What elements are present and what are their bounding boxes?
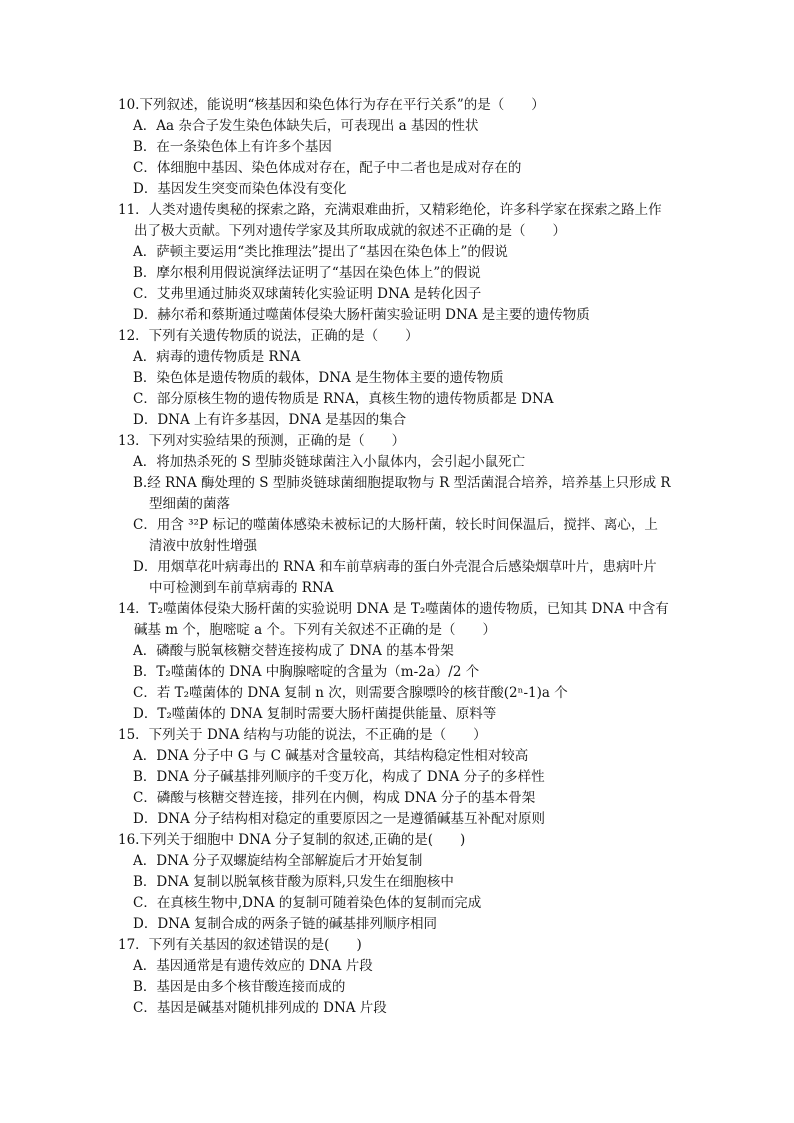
answer-option (133, 851, 678, 872)
answer-option (133, 809, 678, 830)
answer-option (133, 515, 678, 557)
answer-option-line: B．在一条染色体上有许多个基因 (133, 139, 332, 155)
answer-option (133, 452, 678, 473)
answer-option (133, 872, 678, 893)
question-stem-line: 12．下列有关遗传物质的说法，正确的是（ ） (118, 328, 419, 344)
answer-option-line: A．DNA 分子中 G 与 C 碱基对含量较高，其结构稳定性相对较高 (133, 748, 529, 764)
answer-option (133, 179, 678, 200)
answer-option (133, 389, 678, 410)
answer-option-line: B．摩尔根利用假说演绎法证明了“基因在染色体上”的假说 (133, 265, 481, 281)
answer-option-line: A．将加热杀死的 S 型肺炎链球菌注入小鼠体内，会引起小鼠死亡 (133, 454, 526, 470)
answer-option (133, 137, 678, 158)
answer-option-line: C．用含 ³²P 标记的噬菌体感染未被标记的大肠杆菌，较长时间保温后，搅拌、离心，上 (133, 517, 658, 533)
answer-option (133, 641, 678, 662)
answer-option-line: D．DNA 复制合成的两条子链的碱基排列顺序相同 (133, 916, 437, 932)
answer-option-line: D．用烟草花叶病毒出的 RNA 和车前草病毒的蛋白外壳混合后感染烟草叶片，患病叶片 (133, 559, 657, 575)
question-stem-line: 10.下列叙述，能说明“核基因和染色体行为存在平行关系”的是（ ） (118, 97, 545, 113)
answer-option-line: D．赫尔希和蔡斯通过噬菌体侵染大肠杆菌实验证明 DNA 是主要的遗传物质 (133, 307, 590, 323)
answer-option-line: A．基因通常是有遗传效应的 DNA 片段 (133, 958, 373, 974)
answer-option-line: D．基因发生突变而染色体没有变化 (133, 181, 347, 197)
answer-option (133, 368, 678, 389)
question-stem (118, 725, 678, 746)
question-stem-line: 出了极大贡献。下列对遗传学家及其所取成就的叙述不正确的是（ ） (134, 223, 566, 239)
answer-option (133, 998, 678, 1019)
answer-option (133, 158, 678, 179)
answer-option-line: D．DNA 上有许多基因，DNA 是基因的集合 (133, 412, 407, 428)
answer-option-line: D．DNA 分子结构相对稳定的重要原因之一是遵循碱基互补配对原则 (133, 811, 545, 827)
answer-option (133, 242, 678, 263)
answer-option-line: 中可检测到车前草病毒的 RNA (149, 580, 334, 596)
question-stem-line: 13．下列对实验结果的预测，正确的是（ ） (118, 433, 406, 449)
answer-option-line: C．在真核生物中,DNA 的复制可随着染色体的复制而完成 (133, 895, 482, 911)
answer-option-line: A．萨顿主要运用“类比推理法”提出了“基因在染色体上”的假说 (133, 244, 508, 260)
answer-option-line: B．T₂噬菌体的 DNA 中胸腺嘧啶的含量为（m-2a）/2 个 (133, 664, 480, 680)
question-stem (118, 935, 678, 956)
question-stem-line: 11．人类对遗传奥秘的探索之路，充满艰难曲折，又精彩绝伦，许多科学家在探索之路上作 (118, 202, 662, 218)
question-stem (118, 95, 678, 116)
answer-option-line: B．染色体是遗传物质的载体，DNA 是生物体主要的遗传物质 (133, 370, 504, 386)
answer-option-line: D．T₂噬菌体的 DNA 复制时需要大肠杆菌提供能量、原料等 (133, 706, 497, 722)
answer-option-line: C．基因是碱基对随机排列成的 DNA 片段 (133, 1000, 387, 1016)
question-stem (118, 830, 678, 851)
answer-option-line: 清液中放射性增强 (149, 538, 257, 554)
answer-option-line: C．体细胞中基因、染色体成对存在，配子中二者也是成对存在的 (133, 160, 522, 176)
answer-option-line: C．磷酸与核糖交替连接，排列在内侧，构成 DNA 分子的基本骨架 (133, 790, 536, 806)
answer-option (133, 410, 678, 431)
answer-option-line: A．DNA 分子双螺旋结构全部解旋后才开始复制 (133, 853, 423, 869)
answer-option-line: C．部分原核生物的遗传物质是 RNA，真核生物的遗传物质都是 DNA (133, 391, 554, 407)
answer-option (133, 473, 678, 515)
question-stem (118, 200, 678, 242)
answer-option (133, 683, 678, 704)
answer-option (133, 284, 678, 305)
answer-option-line: A．磷酸与脱氧核糖交替连接构成了 DNA 的基本骨架 (133, 643, 454, 659)
answer-option (133, 788, 678, 809)
question-stem-line: 16.下列关于细胞中 DNA 分子复制的叙述,正确的是( ) (118, 832, 466, 848)
answer-option-line: C．若 T₂噬菌体的 DNA 复制 n 次，则需要含腺嘌呤的核苷酸(2ⁿ-1)a 个 (133, 685, 568, 701)
answer-option (133, 977, 678, 998)
answer-option-line: C．艾弗里通过肺炎双球菌转化实验证明 DNA 是转化因子 (133, 286, 482, 302)
question-stem-line: 15．下列关于 DNA 结构与功能的说法，不正确的是（ ） (118, 727, 487, 743)
question-stem (118, 326, 678, 347)
question-stem-line: 17．下列有关基因的叙述错误的是( ) (118, 937, 362, 953)
question-stem (118, 599, 678, 641)
answer-option-line: A．Aa 杂合子发生染色体缺失后，可表现出 a 基因的性状 (133, 118, 479, 134)
answer-option (133, 347, 678, 368)
answer-option-line: B.经 RNA 酶处理的 S 型肺炎链球菌细胞提取物与 R 型活菌混合培养，培养基上只形成 R (133, 475, 671, 491)
answer-option (133, 662, 678, 683)
answer-option-line: B．DNA 分子碱基排列顺序的千变万化，构成了 DNA 分子的多样性 (133, 769, 545, 785)
question-stem (118, 431, 678, 452)
answer-option-line: B．DNA 复制以脱氧核苷酸为原料,只发生在细胞核中 (133, 874, 454, 890)
answer-option (133, 746, 678, 767)
answer-option-line: B．基因是由多个核苷酸连接而成的 (133, 979, 346, 995)
answer-option-line: A．病毒的遗传物质是 RNA (133, 349, 301, 365)
answer-option (133, 305, 678, 326)
question-stem-line: 14．T₂噬菌体侵染大肠杆菌的实验说明 DNA 是 T₂噬菌体的遗传物质，已知其 DNA 中含有 (118, 601, 669, 617)
answer-option (133, 956, 678, 977)
answer-option (133, 914, 678, 935)
answer-option (133, 767, 678, 788)
answer-option-line: 型细菌的菌落 (149, 496, 230, 512)
answer-option (133, 893, 678, 914)
question-stem-line: 碱基 m 个，胞嘧啶 a 个。下列有关叙述不正确的是（ ） (134, 622, 497, 638)
answer-option (133, 263, 678, 284)
answer-option (133, 116, 678, 137)
answer-option (133, 704, 678, 725)
answer-option (133, 557, 678, 599)
